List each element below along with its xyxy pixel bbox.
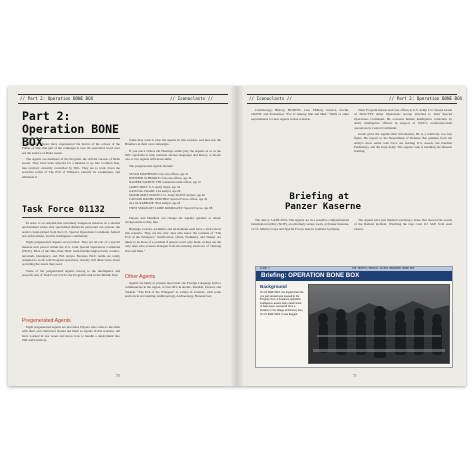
agent-list-item: CAPTAIN DANIEL PERCHEZ: Special Forces officer, age 35 bbox=[129, 197, 208, 202]
agent-list-item: JENNIFER SCHMIDLE: CIA case officer, age 36 bbox=[129, 176, 192, 181]
book-spread bbox=[8, 86, 466, 386]
left-running-head-left: // Part 2: Operation BONE BOX bbox=[20, 96, 94, 101]
col2-after-list-paragraph: Players and Handlers can change the Agents' genders or ethnic backgrounds as they like. bbox=[125, 216, 221, 225]
document-classification: TOP SECRET//SPECIAL ACCESS REQUIRED//BONE BOX bbox=[352, 267, 415, 270]
left-page-number: 70 bbox=[116, 374, 120, 378]
agent-list-item: MAJOR MATT EDSON: U.S. Army SIGINT analyst, age 40 bbox=[129, 193, 205, 198]
briefing-heading bbox=[285, 192, 361, 212]
document-title-bar bbox=[256, 271, 452, 281]
right-running-head-left: // Iconoclasts // bbox=[249, 96, 292, 101]
briefing-document bbox=[255, 266, 453, 368]
right-col2-paragraph: Their Program liaison and case officer is U.S. Army Col. Steven Gresh of JSOC/TF4 Army Operations Group, attached to Joint Special Operations Command. He oversees human intelligence collection by Army intelligence officers in support of JSOC's counterterrorism operations in Central Command. bbox=[354, 108, 452, 130]
task-force-paragraph: Eight pregenerated Agents are provided. They are all part of a special mission unit placed within the U.S. Joint Special Operations Command (JSOC). Most of the time, their JSOC team handles high-priority counter-terrorism, insurgency, and ISIL targets. Because JSOC teams are rarely assigned to work with Program operatives, nobody will think twice about providing the assets they need. bbox=[22, 240, 120, 267]
title-rule bbox=[22, 138, 120, 139]
right-col1-paragraph: Criminology, History, HUMINT, Law, Military Science, Occult, SIGINT, and Persuasion. "For it: Among Jinn and Men." Skills or other requirements for new Agents in that scenario. bbox=[251, 108, 349, 121]
col2-after-list-text bbox=[125, 216, 221, 255]
briefing-photo bbox=[308, 284, 450, 364]
agent-list-item: SUSAN MATHESON: CIA case officer, age 41 bbox=[129, 172, 189, 176]
right-col2-text bbox=[354, 108, 452, 156]
background-text: On 21 MAR 2016, the digital video file you just viewed was passed to the Program from a freelance specialist intelligence assets team determined to have been recovered from a location in the village of Ramazi, Iraq. On 27 MAR 2016, it was flagged bbox=[260, 291, 304, 316]
task-force-paragraph: In order to accomplish this extremely dangerous mission, in a snarled environment where only specialized American personnel can operate, the team is hand-picked from the U.S. Special Operations Command, federal law enforcement, and the intelligence community. bbox=[22, 221, 120, 239]
agent-list-item: GAVIN AL-HAADI: CIA analyst, age 29 bbox=[129, 188, 181, 193]
left-running-head-right: // Iconoclasts // bbox=[170, 96, 213, 101]
agent-list-item: NADEER SADEDY: FBI counterterrorism officer, age 37 bbox=[129, 180, 201, 185]
pregen-heading: Pregenerated Agents bbox=[22, 318, 71, 324]
briefing-heading-line2: Panzer Kaserne bbox=[285, 202, 361, 212]
agent-list-item: ALI AL RABBANI: NSA analyst, age 26 bbox=[129, 201, 181, 206]
col2-intro-text bbox=[125, 138, 221, 170]
agents-list bbox=[129, 172, 223, 210]
document-title: Briefing: OPERATION BONE BOX bbox=[261, 272, 360, 279]
right-running-head bbox=[247, 94, 463, 104]
part-title-line1: Part 2: bbox=[22, 109, 71, 123]
briefing-col2-text bbox=[354, 218, 452, 233]
part-title-line2: Operation BONE BOX bbox=[22, 122, 119, 149]
left-running-head bbox=[18, 94, 228, 104]
right-col1-text bbox=[251, 108, 349, 123]
col2-paragraph: Some may wish to play the Agents in this scenario and then use the Handlers in their own campaigns. bbox=[125, 138, 221, 147]
left-page bbox=[8, 86, 237, 386]
briefing-col1-paragraph: The date is 5 APR 2016. The Agents are in a sensitive compartmented information facility (SCIF), an extremely secure room, at Panzer Kaserne, a U.S. Marine Corps and Special Forces base in southern Germany. bbox=[251, 218, 349, 231]
right-page-number: 71 bbox=[353, 374, 357, 378]
other-agents-heading: Other Agents bbox=[125, 274, 156, 280]
intro-paragraph: The Agents are members of the Program, the official version of Delta Green. They have been selected for a mission to go into northern Iraq, into territory currently controlled by ISIL. They are to track down the secretive writer of The Evil of Whispers, identify its weaknesses, and eliminate it. bbox=[22, 157, 120, 179]
intro-text bbox=[22, 142, 120, 181]
task-force-text bbox=[22, 221, 120, 279]
col2-after-list-paragraph: Hastings, Leachy, Al-Rabbi, and Al-Rabbani each have a vital role in this scenario. They are the only ones who know the contents of "The Evil of the Whispers," Justification, Olson, Fudikiery, and Weiner are likely to be more of a problem if players won't play them, as they are the only ones who possess dialogue from the missing survivors of "Among Jinn and Men." bbox=[125, 226, 221, 253]
pregen-paragraph: Eight pregenerated Agents are provided. Players who come to the table with their own characters should use them as Agents in this scenario. All have worked in war zones and know how to handle a deployment into ISIL-held territory. bbox=[22, 325, 120, 343]
col2-paragraph: The pregenerated Agents include: bbox=[129, 163, 174, 168]
briefing-heading-line1: Briefing at bbox=[289, 192, 349, 202]
task-force-rule bbox=[22, 217, 120, 218]
task-force-paragraph: Some of the pregenerated Agents belong to the intelligence and research arm of Task Force 01132, the Program's unit in the Middle East. bbox=[22, 268, 120, 278]
agent-list-item: FIRST SERGEANT JAMIE RODRIGUEZ: Special Forces, age 38 bbox=[129, 205, 213, 210]
other-agents-text bbox=[125, 281, 221, 300]
pregen-text bbox=[22, 325, 120, 344]
agent-list-item: JAMES HOLT: U.S. Army major, age 34 bbox=[129, 184, 180, 189]
right-running-head-right: // Part 2: Operation BONE BOX bbox=[389, 96, 463, 101]
other-agents-paragraph: Agents are likely to possess more than one Foreign Language skill to communicate in the region, or four 40% in Arabic, Kurdish, Persian, and Turkish. "The Evil of the Whispers" is written in Aramaic, with some portions in Accounting, Anthropology, Archaeology, Bureaucracy. bbox=[125, 281, 221, 299]
right-page bbox=[237, 86, 466, 386]
intro-paragraph: Once the players have experienced the horror of the echoes of the Father of War, that part of the campaign is over. Its operatives won't ever see the surface of Delta Green. bbox=[22, 142, 120, 155]
background-heading: Background bbox=[260, 284, 287, 289]
briefing-col2-paragraph: The Agents have just finished watching a video that showed the events of the Ramazi incident. Watching the tape costs 0/1 SAN from each viewer. bbox=[354, 218, 452, 231]
document-slide-label: SLIDE 1 bbox=[260, 267, 270, 270]
task-force-heading: Task Force 01132 bbox=[22, 205, 105, 215]
col2-paragraph: If you place videos On Hastings, either play the Agents as or as the NPC specialist to help translate ancient languages and history or invent one or two Agents with those skills. bbox=[125, 148, 221, 162]
book-gutter-shadow bbox=[230, 86, 244, 386]
right-col2-paragraph: Gresh gives the Agents their information. He is a relatively low key figure. He reports to the Department of Defense that gunmen from the Army's most senior task force are holding U.S. Assets, the Kurdish Peshmerga, and the Iraqi Army. The Agents' task is handling the mission briefing. bbox=[354, 131, 452, 154]
briefing-col1-text bbox=[251, 218, 349, 233]
